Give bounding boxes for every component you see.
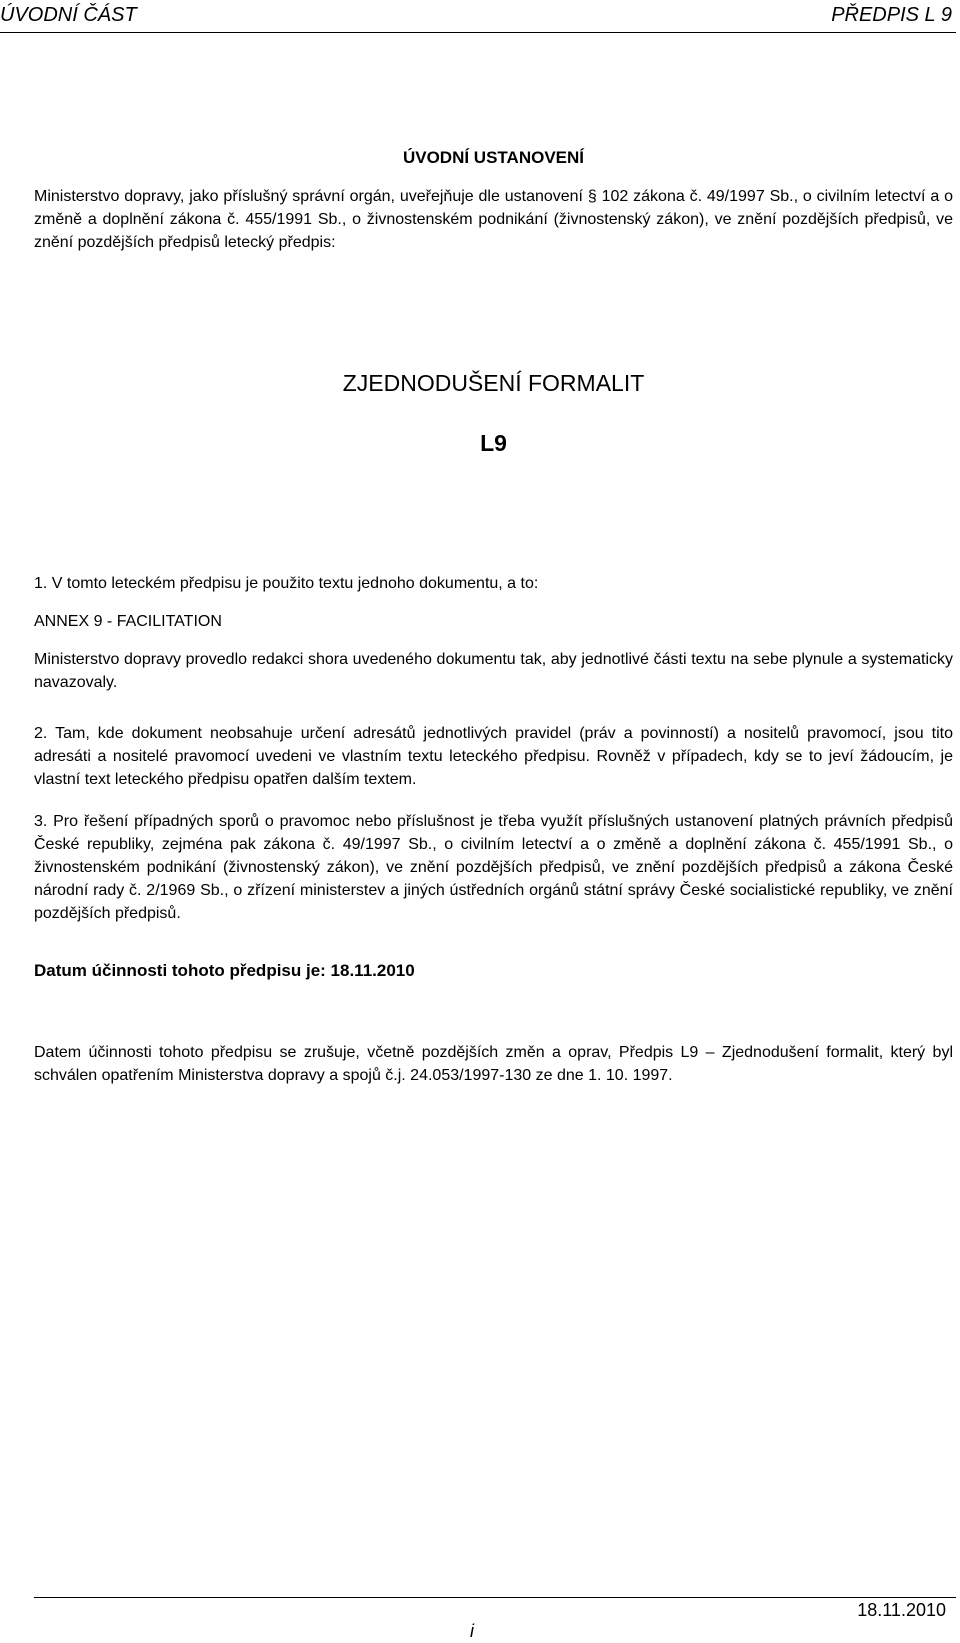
header-divider — [0, 32, 956, 33]
document-code: L9 — [480, 430, 507, 456]
paragraph-1-intro: 1. V tomto leteckém předpisu je použito textu jednoho dokumentu, a to: — [34, 575, 539, 592]
header-regulation-title: PŘEDPIS L 9 — [831, 4, 952, 26]
paragraph-1-body: Ministerstvo dopravy provedlo redakci shora uvedeného dokumentu tak, aby jednotlivé části textu na sebe plynule a systematicky navazovaly. — [34, 651, 953, 691]
paragraph-1-annex: ANNEX 9 - FACILITATION — [34, 613, 222, 630]
paragraph-3: 3. Pro řešení případných sporů o pravomoc nebo příslušnost je třeba využít příslušných ustanovení platných právních předpisů České republiky, zejména pak zákona č. 49/1997 Sb., o civilním letectví a o změně a doplnění zákona č. 455/1991 Sb., o živnostenském podnikání (živnostenský zákon), ve znění pozdějších předpisů, ve znění pozdějších předpisů a zákona České národní rady č. 2/1969 Sb., o zřízení ministerstev a jiných ústředních orgánů státní správy České socialistické republiky, ve znění pozdějších předpisů. — [34, 813, 953, 922]
footer-divider — [34, 1597, 956, 1598]
paragraph-2: 2. Tam, kde dokument neobsahuje určení adresátů jednotlivých pravidel (práv a povinností) a nositelů pravomocí, jsou tito adresáti a nositelé pravomocí uvedeni ve vlastním textu leteckého předpisu. Rovněž v případech, kdy se to jeví žádoucím, je vlastní text leteckého předpisu opatřen dalším textem. — [34, 725, 953, 788]
paragraph-1 — [34, 572, 953, 694]
repeal-paragraph: Datem účinnosti tohoto předpisu se zrušuje, včetně pozdějších změn a oprav, Předpis L9 – Zjednodušení formalit, který byl schválen opatřením Ministerstva dopravy a spojů č.j. 24.053/1997-130 ze dne 1. 10. 1997. — [34, 1044, 953, 1084]
intro-heading: ÚVODNÍ USTANOVENÍ — [402, 148, 585, 167]
page-header — [0, 0, 960, 36]
intro-paragraph: Ministerstvo dopravy, jako příslušný správní orgán, uveřejňuje dle ustanovení § 102 zákona č. 49/1997 Sb., o civilním letectví a o změně a doplnění zákona č. 455/1991 Sb., o živnostenském podnikání (živnostenský zákon), ve znění pozdějších předpisů, ve znění pozdějších předpisů letecký předpis: — [34, 188, 953, 251]
document-title: ZJEDNODUŠENÍ FORMALIT — [342, 370, 645, 396]
header-section-title: ÚVODNÍ ČÁST — [0, 4, 137, 26]
footer-date: 18.11.2010 — [857, 1600, 946, 1620]
page-number: i — [470, 1621, 474, 1641]
effective-date: Datum účinnosti tohoto předpisu je: 18.11.2010 — [34, 961, 415, 980]
